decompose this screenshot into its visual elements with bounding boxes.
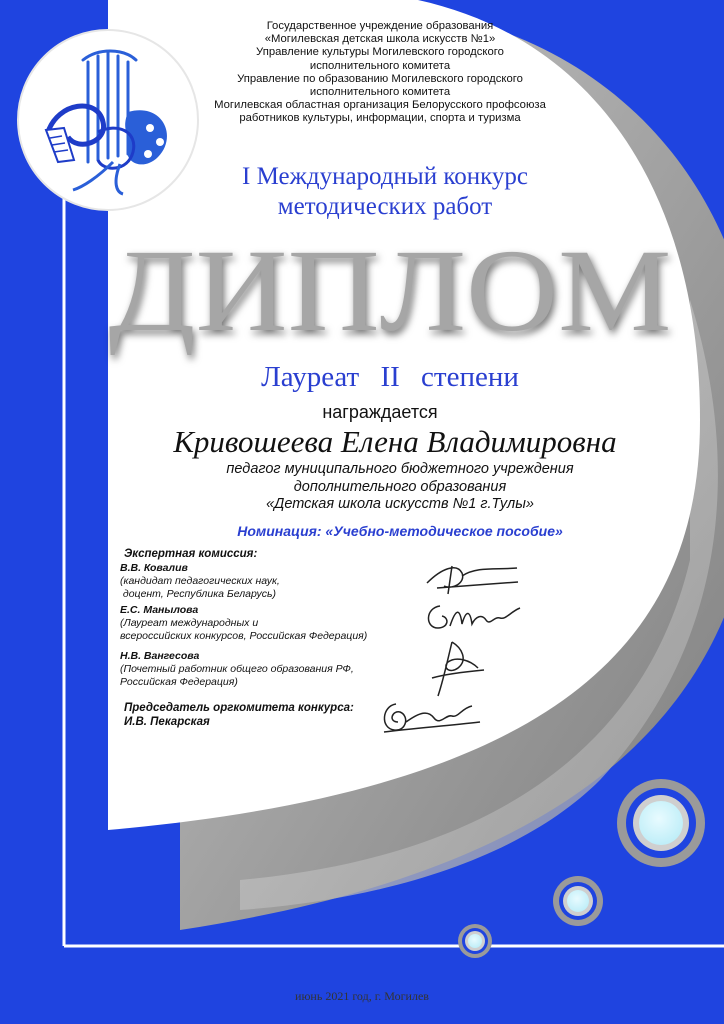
position-line: дополнительного образования xyxy=(293,478,507,495)
org-line: работников культуры, информации, спорта и туризма xyxy=(239,112,521,125)
org-line: исполнительного комитета xyxy=(309,86,451,99)
contest-title-line1: I Международный конкурс xyxy=(242,163,528,190)
org-line: «Могилевская детская школа искусств №1» xyxy=(264,33,496,46)
laureate-degree: Лауреат II степени xyxy=(261,361,519,393)
org-line: Управление по образованию Могилевского городского xyxy=(237,72,523,85)
signature-vangesova-icon xyxy=(422,638,492,700)
signature-manylova-icon xyxy=(420,598,530,638)
expert-entry xyxy=(120,604,367,642)
footer-date-place: июнь 2021 год, г. Могилев xyxy=(295,989,429,1003)
expert-name: Н.В. Вангесова xyxy=(120,650,200,662)
school-emblem-icon xyxy=(28,42,188,202)
expert-role: (кандидат педагогических наук, xyxy=(120,574,280,587)
recipient-name: Кривошеева Елена Владимировна xyxy=(173,424,617,459)
contest-title xyxy=(170,162,600,222)
awarded-label: награждается xyxy=(322,402,438,422)
organizers-block xyxy=(200,20,560,126)
contest-title-line2: методических работ xyxy=(277,193,493,220)
expert-role: доцент, Республика Беларусь) xyxy=(120,587,277,600)
org-line: исполнительного комитета xyxy=(309,59,451,72)
org-line: Могилевская областная организация Белорусского профсоюза xyxy=(214,99,546,112)
expert-role: Российская Федерация) xyxy=(120,675,238,688)
chair-name: И.В. Пекарская xyxy=(124,716,210,728)
position-line: педагог муниципального бюджетного учреждения xyxy=(226,461,574,477)
nomination: Номинация: «Учебно-методическое пособие» xyxy=(237,523,563,539)
recipient-position xyxy=(180,461,620,514)
expert-name: Е.С. Манылова xyxy=(120,604,199,616)
org-line: Управление культуры Могилевского городского xyxy=(256,46,504,59)
org-line: Государственное учреждение образования xyxy=(266,20,494,32)
expert-name: В.В. Ковалив xyxy=(120,562,188,574)
chair-title: Председатель оргкомитета конкурса: xyxy=(124,702,354,714)
expert-entry xyxy=(120,650,354,688)
signature-kovaliv-icon xyxy=(422,558,522,598)
expert-role: всероссийских конкурсов, Российская Федерация) xyxy=(120,629,368,642)
chair-block xyxy=(124,701,354,729)
expert-role: (Почетный работник общего образования РФ, xyxy=(120,662,354,675)
diploma-heading: ДИПЛОМ xyxy=(108,225,672,356)
commission-title: Экспертная комиссия: xyxy=(124,548,258,560)
expert-role: (Лауреат международных и xyxy=(120,616,259,629)
position-line: «Детская школа искусств №1 г.Тулы» xyxy=(266,496,534,512)
signature-pekarskaya-icon xyxy=(376,692,486,738)
expert-entry xyxy=(120,562,280,600)
